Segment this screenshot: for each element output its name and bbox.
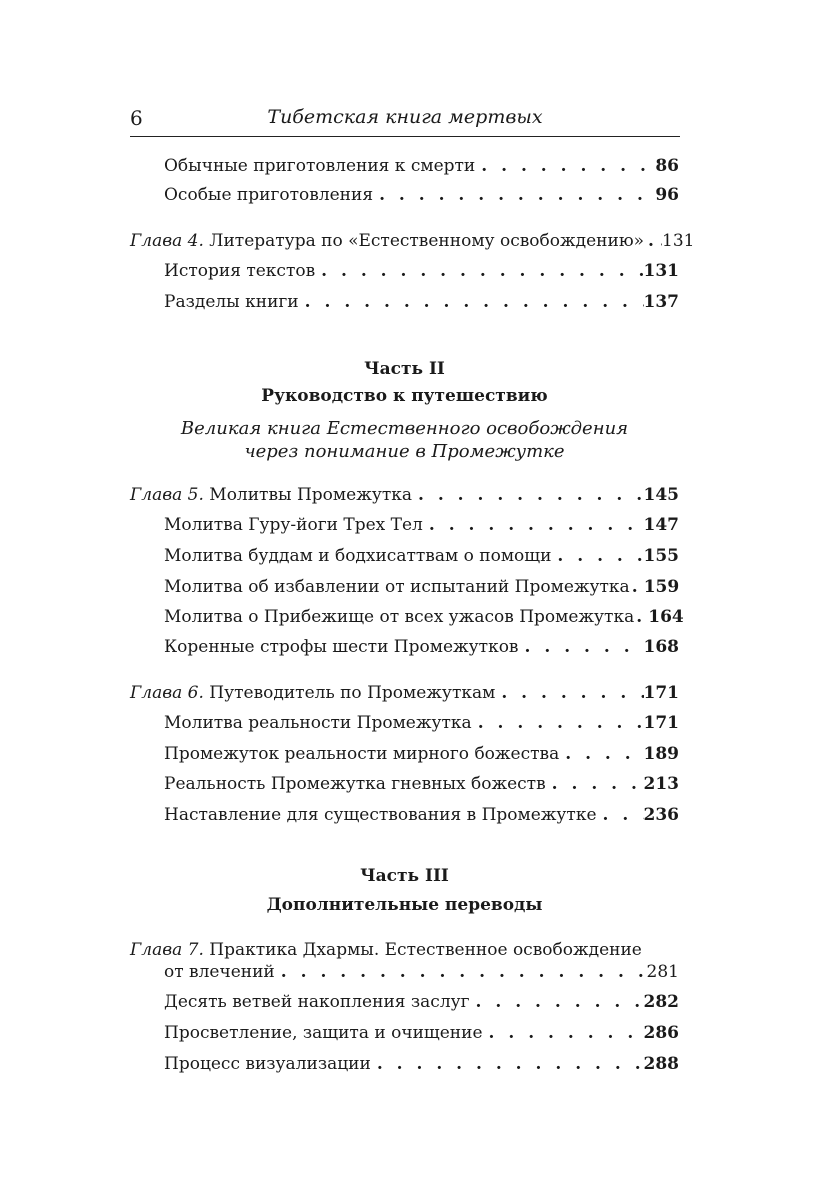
chapter-6-heading: Глава 6. Путеводитель по Промежуткам . . . 171 bbox=[130, 683, 679, 713]
chapter-title: Практика Дхармы. Естественное освобождение bbox=[209, 940, 642, 960]
running-title: Тибетская книга мертвых bbox=[267, 106, 543, 128]
part-2-label: Часть II bbox=[364, 359, 445, 379]
toc-entry: Реальность Промежутка гневных божеств . . . 213 bbox=[164, 774, 679, 804]
part-2-subtitle-line1: Великая книга Естественного освобождения bbox=[180, 418, 629, 439]
part-2-title: Руководство к путешествию bbox=[261, 386, 548, 406]
chapter-label: Глава 7. bbox=[130, 940, 204, 960]
chapter-5-heading: Глава 5. Молитвы Промежутка . . . 145 bbox=[130, 485, 679, 515]
part-3-label: Часть III bbox=[360, 866, 449, 886]
chapter-label: Глава 5. bbox=[130, 485, 204, 505]
toc-entry: История текстов . . . 131 bbox=[164, 261, 679, 291]
toc-entry: Промежуток реальности мирного божества . . . 189 bbox=[164, 744, 679, 774]
toc-entry: Десять ветвей накопления заслуг . . . 282 bbox=[164, 992, 679, 1022]
part-3-title: Дополнительные переводы bbox=[266, 895, 543, 915]
toc-entry: Процесс визуализации . . . 288 bbox=[164, 1054, 679, 1084]
chapter-label: Глава 6. bbox=[130, 683, 204, 703]
toc-entry: Молитва о Прибежище от всех ужасов Промежутка . . . 164 bbox=[164, 607, 679, 637]
chapter-title: Литература по «Естественному освобождению» bbox=[209, 231, 645, 251]
toc-entry: Особые приготовления . . . 96 bbox=[164, 185, 679, 215]
chapter-label: Глава 4. bbox=[130, 231, 204, 251]
toc-entry: Обычные приготовления к смерти . . . 86 bbox=[164, 156, 679, 186]
toc-entry: Наставление для существования в Промежутке . . . 236 bbox=[164, 805, 679, 835]
toc-entry: Просветление, защита и очищение . . . 286 bbox=[164, 1023, 679, 1053]
chapter-4-heading: Глава 4. Литература по «Естественному освобождению» . . . 131 bbox=[130, 231, 679, 261]
toc-entry: Молитва Гуру-йоги Трех Тел . . . 147 bbox=[164, 515, 679, 545]
part-2-subtitle-line2: через понимание в Промежутке bbox=[244, 441, 565, 462]
chapter-7-heading-line2: от влечений . . . 281 bbox=[164, 962, 679, 992]
toc-entry: Разделы книги . . . 137 bbox=[164, 292, 679, 322]
chapter-title: Путеводитель по Промежуткам bbox=[209, 683, 496, 703]
toc-entry: Коренные строфы шести Промежутков . . . 168 bbox=[164, 637, 679, 667]
chapter-title: Молитвы Промежутка bbox=[209, 485, 412, 505]
running-header bbox=[130, 104, 680, 137]
page-number: 6 bbox=[130, 106, 143, 130]
toc-entry: Молитва буддам и бодхисаттвам о помощи . . . 155 bbox=[164, 546, 679, 576]
toc-entry: Молитва об избавлении от испытаний Промежутка . . . 159 bbox=[164, 577, 679, 607]
toc-entry: Молитва реальности Промежутка . . . 171 bbox=[164, 713, 679, 743]
